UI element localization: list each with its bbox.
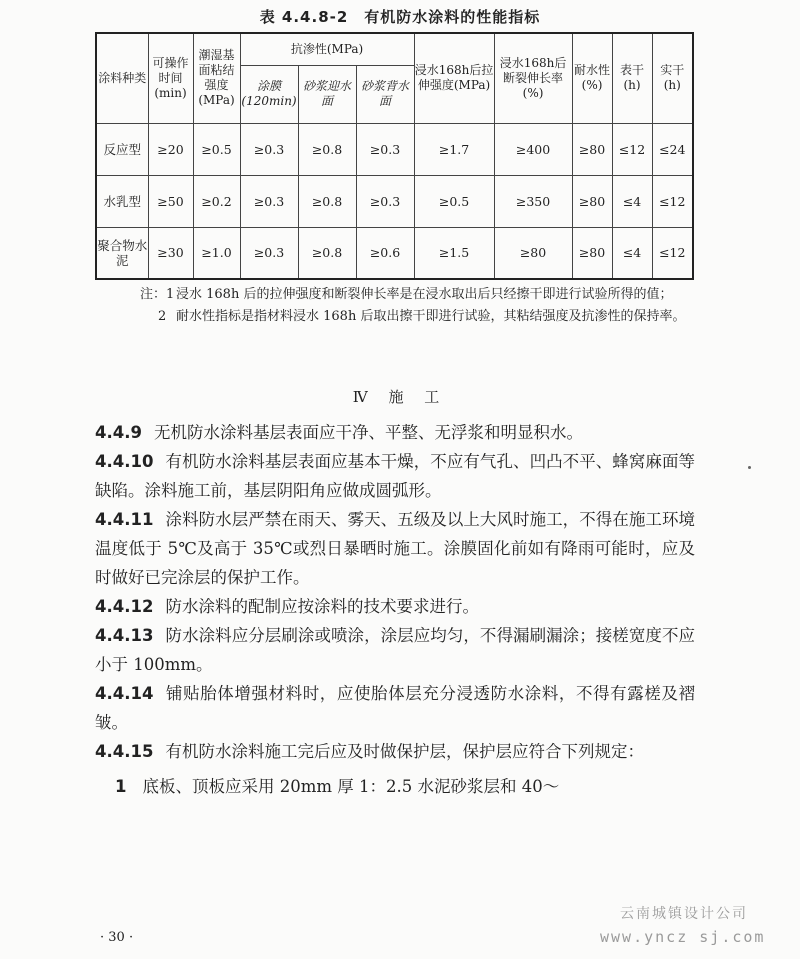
clause	[95, 621, 695, 679]
clause-number: 4.4.12	[95, 597, 154, 616]
page-number: · 30 ·	[100, 930, 134, 945]
clause-text: 无机防水涂料基层表面应干净、平整、无浮浆和明显积水。	[153, 423, 583, 442]
cell-solid-dry: ≤12	[652, 227, 693, 279]
clause-number: 4.4.14	[95, 684, 154, 703]
cell-elongation: ≥400	[494, 123, 572, 175]
note-item	[140, 284, 700, 306]
cell-solid-dry: ≤12	[652, 175, 693, 227]
cell-film: ≥0.3	[240, 227, 298, 279]
scan-speck	[748, 466, 751, 469]
cell-bond: ≥0.5	[193, 123, 240, 175]
cell-surface-dry: ≤4	[612, 175, 652, 227]
cell-type: 聚合物水泥	[96, 227, 148, 279]
header-worktime: 可操作时间(min)	[148, 33, 193, 123]
header-elongation: 浸水168h后断裂伸长率(%)	[494, 33, 572, 123]
clause-number: 4.4.15	[95, 742, 154, 761]
clause-text: 铺贴胎体增强材料时，应使胎体层充分浸透防水涂料，不得有露槎及褶皱。	[95, 684, 695, 732]
clauses	[95, 418, 695, 801]
performance-table	[95, 32, 694, 280]
cell-film: ≥0.3	[240, 175, 298, 227]
header-surface-dry: 表干(h)	[612, 33, 652, 123]
cell-worktime: ≥50	[148, 175, 193, 227]
clause-text: 防水涂料的配制应按涂料的技术要求进行。	[165, 597, 479, 616]
clause	[95, 447, 695, 505]
cell-type: 反应型	[96, 123, 148, 175]
clause-number: 4.4.9	[95, 423, 142, 442]
cell-tensile: ≥1.5	[414, 227, 494, 279]
note-text: 耐水性指标是指材料浸水 168h 后取出擦干即进行试验，其粘结强度及抗渗性的保持率。	[176, 309, 686, 324]
cell-elongation: ≥80	[494, 227, 572, 279]
clause	[95, 505, 695, 592]
table-row	[96, 227, 693, 279]
cell-water-resist: ≥80	[572, 123, 612, 175]
clause-text: 有机防水涂料基层表面应基本干燥，不应有气孔、凹凸不平、蜂窝麻面等缺陷。涂料施工前，基层阴阳角应做成圆弧形。	[95, 452, 695, 500]
clause	[95, 418, 695, 447]
clause-number: 4.4.10	[95, 452, 154, 471]
sub-item	[95, 772, 695, 801]
clause-number: 4.4.13	[95, 626, 154, 645]
header-type: 涂料种类	[96, 33, 148, 123]
cell-tensile: ≥1.7	[414, 123, 494, 175]
clause-text: 有机防水涂料施工完后应及时做保护层，保护层应符合下列规定：	[165, 742, 644, 761]
cell-mortar-back: ≥0.3	[356, 123, 414, 175]
table-row	[96, 175, 693, 227]
header-mortar-back: 砂浆背水面	[356, 65, 414, 123]
note-prefix: 注：	[140, 287, 167, 302]
cell-mortar-front: ≥0.8	[298, 123, 356, 175]
header-solid-dry: 实干(h)	[652, 33, 693, 123]
note-number: 2	[158, 309, 167, 324]
cell-water-resist: ≥80	[572, 227, 612, 279]
section-heading: Ⅳ 施 工	[352, 388, 448, 406]
header-film: 涂膜(120min)	[240, 65, 298, 123]
cell-mortar-back: ≥0.3	[356, 175, 414, 227]
clause-text: 防水涂料应分层刷涂或喷涂，涂层应均匀，不得漏刷漏涂；接槎宽度不应小于 100mm。	[95, 626, 695, 674]
cell-worktime: ≥20	[148, 123, 193, 175]
sub-item-number: 1	[115, 777, 127, 796]
watermark-company: 云南城镇设计公司	[620, 906, 748, 922]
header-impermeability: 抗渗性(MPa)	[240, 33, 414, 65]
table-row	[96, 123, 693, 175]
note-text: 浸水 168h 后的拉伸强度和断裂伸长率是在浸水取出后只经擦干即进行试验所得的值；	[176, 287, 673, 302]
cell-mortar-front: ≥0.8	[298, 227, 356, 279]
cell-surface-dry: ≤12	[612, 123, 652, 175]
cell-mortar-front: ≥0.8	[298, 175, 356, 227]
clause-text: 涂料防水层严禁在雨天、雾天、五级及以上大风时施工，不得在施工环境温度低于 5℃及高于 35℃或烈日暴晒时施工。涂膜固化前如有降雨可能时，应及时做好已完涂层的保护工作。	[95, 510, 695, 587]
clause	[95, 679, 695, 737]
header-tensile: 浸水168h后拉伸强度(MPa)	[414, 33, 494, 123]
table-title: 表 4.4.8-2 有机防水涂料的性能指标	[259, 8, 541, 26]
header-mortar-front: 砂浆迎水面	[298, 65, 356, 123]
note-item	[140, 306, 700, 328]
watermark-url: www.yncz sj.com	[600, 928, 766, 946]
clause	[95, 592, 695, 621]
cell-mortar-back: ≥0.6	[356, 227, 414, 279]
cell-bond: ≥1.0	[193, 227, 240, 279]
sub-item-text: 底板、顶板应采用 20mm 厚 1：2.5 水泥砂浆层和 40～	[142, 777, 560, 796]
cell-surface-dry: ≤4	[612, 227, 652, 279]
header-water-resist: 耐水性(%)	[572, 33, 612, 123]
cell-type: 水乳型	[96, 175, 148, 227]
cell-solid-dry: ≤24	[652, 123, 693, 175]
cell-elongation: ≥350	[494, 175, 572, 227]
cell-bond: ≥0.2	[193, 175, 240, 227]
cell-film: ≥0.3	[240, 123, 298, 175]
header-bond: 潮湿基面粘结强度(MPa)	[193, 33, 240, 123]
table-notes	[140, 284, 700, 328]
cell-water-resist: ≥80	[572, 175, 612, 227]
clause-number: 4.4.11	[95, 510, 154, 529]
note-number: 1	[166, 287, 175, 302]
clause	[95, 737, 695, 766]
cell-worktime: ≥30	[148, 227, 193, 279]
cell-tensile: ≥0.5	[414, 175, 494, 227]
